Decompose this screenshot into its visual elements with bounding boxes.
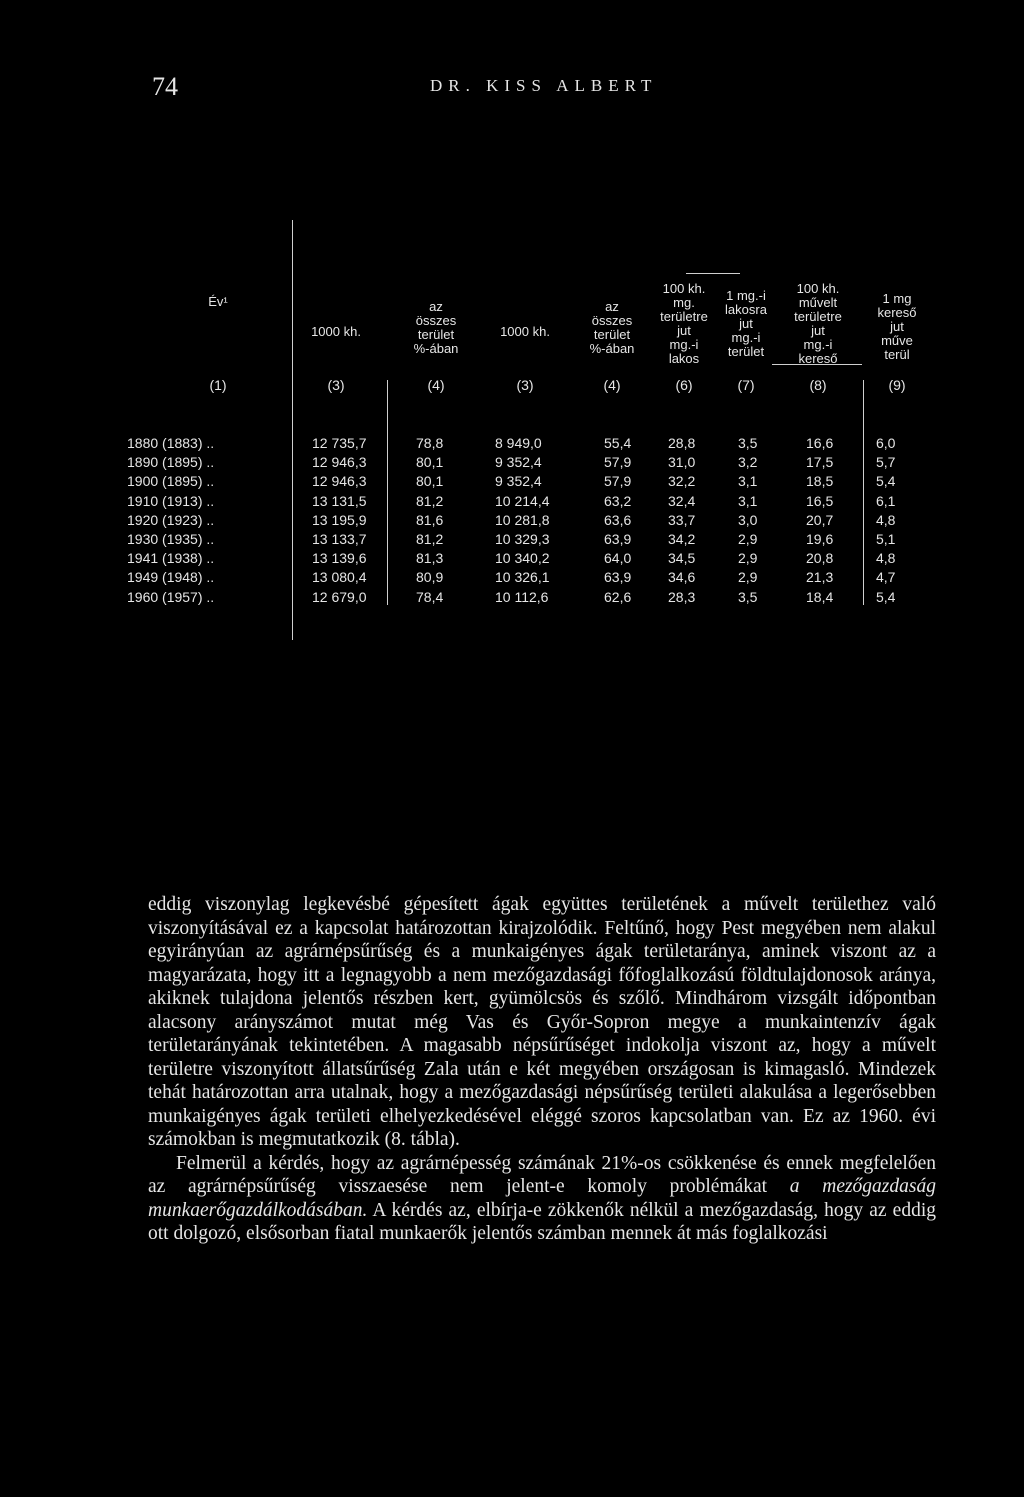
column-number: (3)	[327, 377, 345, 393]
table-cell: 1920 (1923) ..	[127, 511, 215, 528]
column-number: (1)	[209, 377, 227, 393]
column-header: 1000 kh.	[500, 324, 550, 339]
table-cell: 1890 (1895) ..	[127, 454, 215, 471]
table-cell: 10 214,4	[495, 492, 550, 509]
column-number: (4)	[603, 377, 621, 393]
table-cell: 5,7	[876, 454, 896, 471]
table-cell: 5,4	[876, 473, 896, 490]
table-cell: 63,9	[604, 531, 632, 547]
table-cell: 20,7	[806, 511, 834, 528]
table-cell: 28,3	[668, 588, 696, 605]
table-cell: 34,5	[668, 550, 696, 567]
table-cell: 80,1	[416, 454, 444, 471]
table-cell: 9 352,4	[495, 454, 542, 471]
table-divider	[387, 380, 388, 605]
paragraph	[148, 1152, 936, 1246]
table-cell: 13 195,9	[312, 511, 367, 528]
table-cell: 21,3	[806, 569, 834, 586]
table-cell: 31,0	[668, 454, 696, 471]
table-cell: 78,4	[416, 588, 444, 605]
table-cell: 17,5	[806, 454, 834, 471]
paragraph-text: A kérdés az, elbírja-e zökkenők nélkül a mezőgazdaság, hogy az eddig ott dolgozó, elsősorban fiatal munkaerők jelentős számban mennek át más foglalkozási	[148, 1199, 936, 1244]
table-cell: 1941 (1938) ..	[127, 550, 215, 567]
table-cell: 19,6	[806, 531, 834, 547]
page-header	[0, 72, 1024, 102]
table-cell: 34,2	[668, 531, 696, 547]
table-cell: 57,9	[604, 454, 632, 471]
table-cell: 1910 (1913) ..	[127, 492, 215, 509]
table-cell: 63,6	[604, 511, 632, 528]
table-divider	[292, 220, 293, 640]
table-cell: 81,2	[416, 492, 444, 509]
column-number: (9)	[888, 377, 906, 393]
column-header: az összes terület %-ában	[589, 299, 635, 356]
table-cell: 10 340,2	[495, 550, 550, 567]
body-text	[148, 893, 936, 1246]
table-cell: 20,8	[806, 550, 834, 567]
table-cell: 10 112,6	[495, 588, 549, 605]
table-cell: 10 281,8	[495, 511, 550, 528]
data-table	[0, 220, 1024, 640]
table-cell: 8 949,0	[495, 435, 542, 451]
table-cell: 81,3	[416, 550, 444, 567]
table-cell: 3,2	[738, 454, 758, 471]
table-cell: 10 329,3	[495, 531, 550, 547]
table-cell: 3,0	[738, 511, 758, 528]
column-number: (6)	[675, 377, 693, 393]
table-cell: 13 139,6	[312, 550, 367, 567]
table-cell: 1949 (1948) ..	[127, 569, 215, 586]
table-cell: 2,9	[738, 569, 758, 586]
table-cell: 1900 (1895) ..	[127, 473, 215, 490]
header-rule	[686, 273, 740, 274]
table-cell: 32,4	[668, 492, 696, 509]
table-cell: 18,5	[806, 473, 834, 490]
table-cell: 16,6	[806, 435, 834, 451]
table-cell: 5,1	[876, 531, 896, 547]
paragraph-text: Felmerül a kérdés, hogy az agrárnépesség számának 21%-os csökkenése és ennek megfelelően az agrárnépsűrűség visszaesése nem jelent-e komoly problémákat	[148, 1152, 936, 1197]
table-cell: 3,5	[738, 435, 758, 451]
column-number: (8)	[809, 377, 827, 393]
column-number: (4)	[427, 377, 445, 393]
table-cell: 4,8	[876, 511, 896, 528]
table-cell: 55,4	[604, 435, 632, 451]
table-cell: 81,2	[416, 531, 444, 547]
column-header: 1000 kh.	[311, 324, 361, 339]
page-number: 74	[152, 72, 178, 101]
table-cell: 12 946,3	[312, 473, 367, 490]
table-cell: 4,7	[876, 569, 896, 586]
table-cell: 63,9	[604, 569, 632, 586]
table-cell: 12 946,3	[312, 454, 367, 471]
column-header: az összes terület %-ában	[413, 299, 459, 356]
column-header: 1 mg.-i lakosra jut mg.-i terület	[725, 288, 767, 359]
table-cell: 80,1	[416, 473, 444, 490]
table-cell: 64,0	[604, 550, 632, 567]
table-cell: 3,1	[738, 492, 758, 509]
paragraph: eddig viszonylag legkevésbé gépesített ágak együttes területének a művelt területhez való viszonyításával ez a kapcsolat határozottan kirajzolódik. Feltűnő, hogy Pest megyében nem alakul egyirányúan az agrárnépsűrűség és a munkaigényes ágak területaránya, aminek viszont az a magyarázata, hogy itt a legnagyobb a nem mezőgazdasági főfoglalkozású földtulajdonosok aránya, akiknek tulajdona jelentős részben kert, gyümölcsös és szőlő. Mindhárom vizsgált időpontban alacsony arányszámot mutat még Vas és Győr-Sopron megye a munkaintenzív ágak területarányának tekintetében. A magasabb népsűrűséget indokolja viszont az, hogy a művelt területre viszonyított állatsűrűség Zala után e két megyében országosan is kimagasló. Mindezek tehát határozottan arra utalnak, hogy a mezőgazdasági népsűrűség területi alakulása a legerősebben munkaigényes ágak területi elhelyezkedésével eléggé szoros kapcsolatban van. Ez az 1960. évi számokban is megmutatkozik (8. tábla).	[148, 894, 936, 1150]
table-cell: 13 080,4	[312, 569, 367, 586]
table-cell: 57,9	[604, 473, 632, 490]
column-header: 1 mg kereső jut műve terül	[877, 291, 917, 362]
table-cell: 2,9	[738, 531, 758, 547]
table-cell: 32,2	[668, 473, 696, 490]
table-cell: 78,8	[416, 435, 444, 451]
table-cell: 10 326,1	[495, 569, 550, 586]
table-cell: 3,1	[738, 473, 758, 490]
table-cell: 33,7	[668, 511, 696, 528]
table-cell: 3,5	[738, 588, 758, 605]
table-cell: 12 735,7	[312, 435, 367, 451]
italic-phrase: a mezőgazdaság munkaerőgazdálkodásában.	[148, 1176, 936, 1221]
table-cell: 63,2	[604, 492, 632, 509]
table-cell: 5,4	[876, 588, 896, 605]
table-cell: 9 352,4	[495, 473, 542, 490]
table-cell: 1960 (1957) ..	[127, 588, 215, 605]
table-divider	[863, 380, 864, 605]
column-header: Év¹	[208, 294, 228, 309]
table-cell: 4,8	[876, 550, 896, 567]
table-cell: 1880 (1883) ..	[127, 435, 215, 451]
column-header: 100 kh. mg. területre jut mg.-i lakos	[660, 281, 708, 366]
table-cell: 6,1	[876, 492, 896, 509]
table-cell: 6,0	[876, 435, 896, 451]
column-number: (3)	[516, 377, 534, 393]
table-cell: 16,5	[806, 492, 834, 509]
table-cell: 2,9	[738, 550, 758, 567]
column-number: (7)	[737, 377, 755, 393]
table-cell: 1930 (1935) ..	[127, 531, 215, 547]
table-cell: 62,6	[604, 588, 632, 605]
table-cell: 13 131,5	[312, 492, 367, 509]
table-cell: 80,9	[416, 569, 444, 586]
table-cell: 28,8	[668, 435, 696, 451]
table-cell: 34,6	[668, 569, 696, 586]
table-cell: 12 679,0	[312, 588, 367, 605]
table-cell: 18,4	[806, 588, 834, 605]
column-header: 100 kh. művelt területre jut mg.-i kereső	[794, 281, 842, 366]
table-cell: 81,6	[416, 511, 444, 528]
running-head: DR. KISS ALBERT	[430, 76, 658, 95]
table-cell: 13 133,7	[312, 531, 367, 547]
